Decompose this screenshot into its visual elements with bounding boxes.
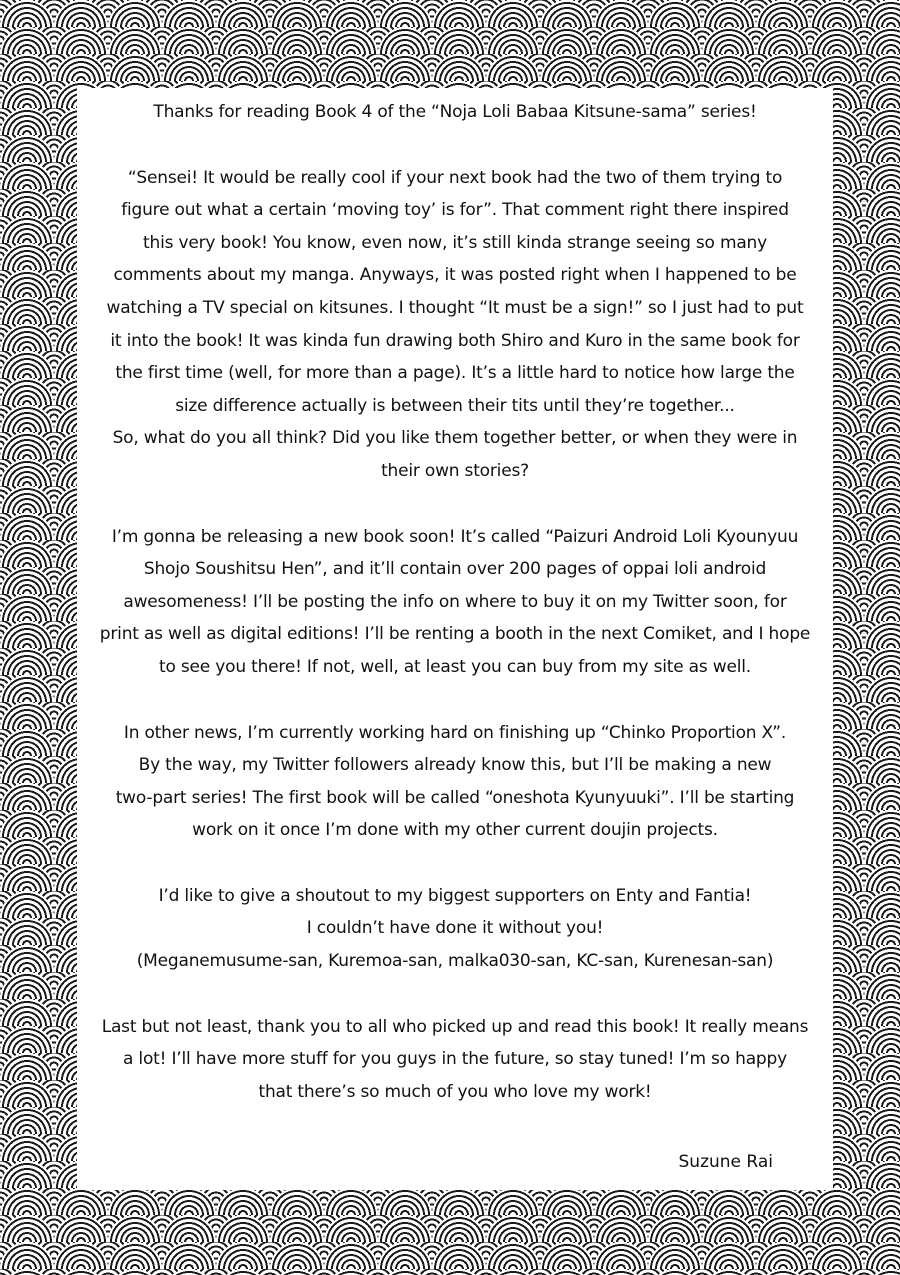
text-line: Thanks for reading Book 4 of the “Noja Loli Babaa Kitsune-sama” series! (153, 102, 757, 122)
text-line: I couldn’t have done it without you! (306, 918, 604, 939)
text-line: awesomeness! I’ll be posting the info on where to buy it on my Twitter soon, for (123, 591, 787, 612)
text-line: So, what do you all think? Did you like them together better, or when they were in (112, 428, 798, 449)
text-line: I’m gonna be releasing a new book soon! It’s called “Paizuri Android Loli Kyounyuu (111, 526, 799, 547)
text-line: (Meganemusume-san, Kuremoa-san, malka030-san, KC-san, Kurenesan-san) (136, 951, 774, 972)
text-line: two-part series! The first book will be called “oneshota Kyunyuuki”. I’ll be starting (115, 787, 795, 808)
text-line: watching a TV special on kitsunes. I thought “It must be a sign!” so I just had to put (106, 297, 804, 318)
text-line: a lot! I’ll have more stuff for you guys in the future, so stay tuned! I’m so happy (123, 1049, 787, 1070)
text-line: size difference actually is between their tits until they’re together... (175, 395, 735, 416)
other-news-paragraph (91, 717, 819, 847)
text-line: work on it once I’m done with my other current doujin projects. (192, 820, 718, 841)
text-line: their own stories? (381, 460, 529, 481)
afterword-panel (77, 88, 833, 1190)
text-line: it into the book! It was kinda fun drawing both Shiro and Kuro in the same book for (110, 330, 800, 351)
new-book-paragraph (91, 521, 819, 684)
text-line: Shojo Soushitsu Hen”, and it’ll contain over 200 pages of oppai loli android (143, 559, 767, 580)
shoutout-paragraph (91, 880, 819, 978)
closing-paragraph (91, 1011, 819, 1109)
text-line: to see you there! If not, well, at least you can buy from my site as well. (159, 656, 751, 677)
text-line: figure out what a certain ‘moving toy’ is for”. That comment right there inspired (121, 200, 789, 221)
text-line: “Sensei! It would be really cool if your next book had the two of them trying to (127, 167, 783, 188)
text-line: this very book! You know, even now, it’s still kinda strange seeing so many (143, 232, 767, 253)
text-line: that there’s so much of you who love my work! (258, 1081, 652, 1102)
text-line: comments about my manga. Anyways, it was posted right when I happened to be (113, 265, 797, 286)
text-line: Last but not least, thank you to all who picked up and read this book! It really means (101, 1016, 809, 1037)
author-signature: Suzune Rai (678, 1152, 773, 1172)
text-line: the first time (well, for more than a page). It’s a little hard to notice how large the (115, 363, 795, 384)
text-line: I’d like to give a shoutout to my biggest supporters on Enty and Fantia! (158, 885, 752, 906)
text-line: By the way, my Twitter followers already know this, but I’ll be making a new (138, 755, 772, 776)
inspiration-paragraph (91, 162, 819, 488)
text-line: In other news, I’m currently working hard on finishing up “Chinko Proportion X”. (123, 722, 787, 743)
text-line: print as well as digital editions! I’ll be renting a booth in the next Comiket, and I hope (99, 624, 811, 645)
intro-paragraph (91, 96, 819, 129)
